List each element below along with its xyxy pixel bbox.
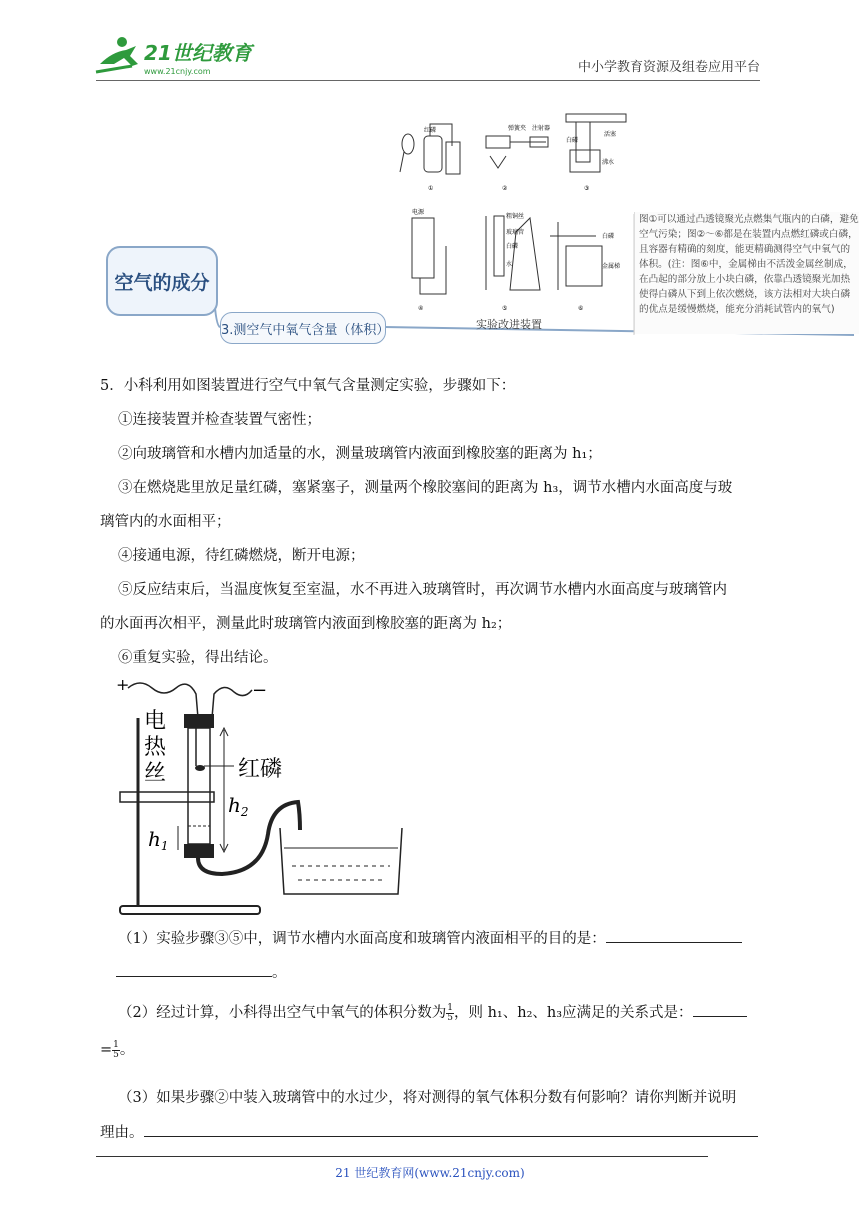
subquestion-1-cont [116, 962, 287, 983]
answer-blank-3[interactable] [144, 1122, 758, 1137]
rubber-tube [198, 802, 300, 874]
figure-3-label: ③ [584, 185, 590, 192]
step-4: ④接通电源，待红磷燃烧，断开电源； [118, 548, 365, 564]
question-stem: 5．小科利用如图装置进行空气中氧气含量测定实验，步骤如下： [100, 378, 516, 394]
negative-terminal: − [252, 680, 268, 701]
clamp-arm [120, 792, 214, 802]
fig6-label-white-phosphorus: 白磷 [602, 233, 615, 240]
subquestion-1-text: （1）实验步骤③⑤中，调节水槽内水面高度和玻璃管内液面相平的目的是： [118, 931, 606, 947]
footer-text: 21 世纪教育网(www.21cnjy.com) [335, 1166, 525, 1180]
step-3-line-2: 璃管内的水面相平； [100, 514, 231, 530]
subquestion-2-cont [100, 1040, 134, 1060]
fig5-label-water: 水 [506, 261, 513, 268]
label-h1: $h_1$ [148, 827, 169, 853]
fig6-label-metal-ladder: 金属梯 [602, 263, 621, 270]
subquestion-1-end: 。 [272, 965, 287, 981]
subquestion-2 [118, 1002, 747, 1023]
subquestion-2-text-a: （2）经过计算，小科得出空气中氧气的体积分数为 [118, 1005, 447, 1021]
phosphorus-spoon [195, 765, 205, 771]
fraction-one-fifth: $\frac{1}{5}$ [447, 1002, 453, 1023]
step-2: ②向玻璃管和水槽内加适量的水，测量玻璃管内液面到橡胶塞的距离为 h₁； [118, 446, 602, 462]
mindmap [100, 106, 859, 346]
step-6: ⑥重复实验，得出结论。 [118, 650, 278, 666]
subquestion-3-line-2 [100, 1122, 758, 1143]
fig5-label-copper: 粗铜丝 [506, 213, 525, 220]
glass-tube [188, 728, 210, 844]
fig2-label-clip: 弹簧夹 [508, 125, 527, 132]
subquestion-2-text-b: ，则 h₁、h₂、h₃应满足的关系式是： [453, 1005, 693, 1021]
step-5-line-1: ⑤反应结束后，当温度恢复至室温，水不再进入玻璃管时，再次调节水槽内水面高度与玻璃管内 [118, 582, 727, 598]
header-platform-text: 中小学教育资源及组卷应用平台 [577, 60, 760, 75]
site-logo [92, 34, 272, 80]
figure-4 [412, 208, 446, 312]
positive-terminal: + [116, 675, 130, 694]
figure-6 [550, 222, 620, 312]
figure-5-label: ⑤ [502, 305, 508, 312]
answer-blank-2[interactable] [693, 1002, 747, 1017]
apparatus-diagram [112, 674, 410, 922]
bottom-stopper [184, 844, 214, 858]
stand-base [120, 906, 260, 914]
answer-blank-1b[interactable] [116, 962, 272, 977]
subquestion-1 [118, 928, 742, 949]
label-red-phosphorus: 红磷 [238, 757, 283, 782]
step-1: ①连接装置并检查装置气密性； [118, 412, 321, 428]
top-stopper [184, 714, 214, 728]
fig3-label-white-phosphorus: 白磷 [566, 137, 579, 144]
fig4-label-power: 电源 [412, 209, 425, 216]
fig5-label-glass-tube: 玻璃管 [506, 229, 525, 236]
runner-icon [96, 37, 138, 72]
label-wire-3: 丝 [144, 761, 167, 786]
experiment-setup-figures [390, 106, 630, 316]
fraction-one-fifth-2: $\frac{1}{5}$ [113, 1039, 119, 1060]
fig2-label-syringe: 注射器 [532, 125, 551, 132]
footer-rule [96, 1156, 708, 1157]
figure-3 [566, 114, 626, 192]
header-rule [96, 80, 760, 81]
mindmap-branch-node: 3.测空气中氧气含量（体积） [220, 312, 386, 344]
figure-6-label: ⑥ [578, 305, 584, 312]
figure-1 [400, 124, 460, 192]
fig3-label-piston: 活塞 [604, 131, 617, 138]
figure-1-label: ① [428, 185, 434, 192]
label-wire-2: 热 [144, 735, 167, 760]
figure-4-label: ④ [418, 305, 424, 312]
equals-sign: = [100, 1042, 113, 1058]
figure-2 [486, 124, 550, 192]
figure-2-label: ② [502, 185, 508, 192]
label-h2: $h_2$ [228, 793, 249, 819]
fig3-label-boiling-water: 沸水 [602, 159, 615, 166]
mindmap-root-node: 空气的成分 [106, 246, 218, 316]
subquestion-3-line-1: （3）如果步骤②中装入玻璃管中的水过少，将对测得的氧气体积分数有何影响？请你判断并说明 [118, 1090, 737, 1106]
fig1-label-red-phosphorus: 红磷 [424, 127, 437, 134]
mindmap-note: 图①可以通过凸透镜聚光点燃集气瓶内的白磷，避免空气污染；图②～⑥都是在装置内点燃红磷或白磷，且容器有精确的刻度，能更精确测得空气中氧气的体积。(注：图⑥中，金属梯由不活泼金属丝制成，在凸起的部分放上小块白磷，依靠凸透镜聚光加热使得白磷从下到上依次燃烧，该方法相对大块白磷的优点是缓慢燃烧，能充分消耗试管内的氧气) [634, 212, 859, 334]
answer-blank-1a[interactable] [606, 928, 742, 943]
step-5-line-2: 的水面再次相平，测量此时玻璃管内液面到橡胶塞的距离为 h₂； [100, 616, 512, 632]
logo-url: www.21cnjy.com [144, 67, 211, 76]
logo-text: 21世纪教育 [144, 41, 252, 65]
step-3-line-1: ③在燃烧匙里放足量红磷，塞紧塞子，测量两个橡胶塞间的距离为 h₃，调节水槽内水面高度与玻 [118, 480, 733, 496]
subquestion-3-text: 理由。 [100, 1125, 144, 1141]
water-trough [280, 828, 402, 894]
subquestion-2-end: 。 [119, 1042, 135, 1058]
wire-right [212, 687, 252, 718]
label-wire-1: 电 [144, 709, 167, 734]
figure-5 [486, 212, 540, 312]
mindmap-caption: 实验改进装置 [476, 318, 542, 331]
fig5-label-white-phosphorus: 白磷 [506, 243, 519, 250]
